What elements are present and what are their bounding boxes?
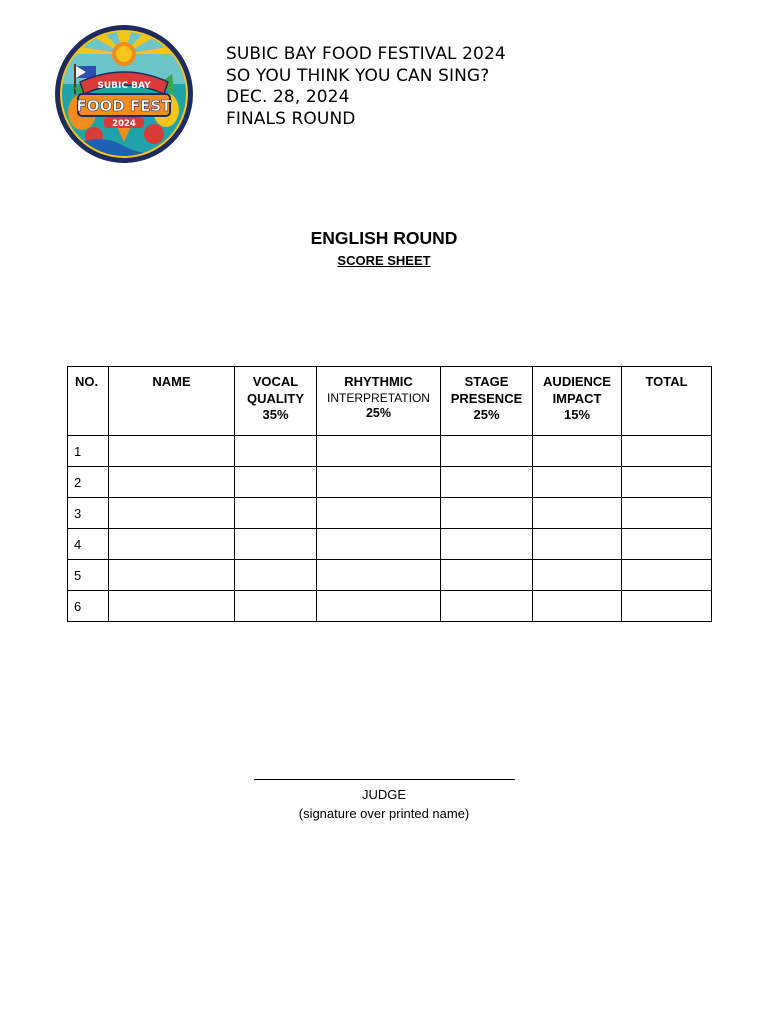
- column-header-no: NO.: [68, 367, 109, 436]
- vocal-quality-cell[interactable]: [235, 467, 317, 498]
- round-name: FINALS ROUND: [226, 108, 356, 129]
- rhythmic-interpretation-cell[interactable]: [317, 436, 441, 467]
- name-cell[interactable]: [109, 560, 235, 591]
- stage-presence-cell[interactable]: [441, 529, 533, 560]
- name-cell[interactable]: [109, 436, 235, 467]
- total-cell[interactable]: [622, 591, 712, 622]
- sheet-title: [0, 253, 768, 268]
- audience-impact-cell[interactable]: [533, 560, 622, 591]
- name-cell[interactable]: [109, 591, 235, 622]
- stage-presence-cell[interactable]: [441, 467, 533, 498]
- round-title: ENGLISH ROUND: [310, 228, 458, 248]
- table-row: [68, 467, 712, 498]
- audience-impact-cell[interactable]: [533, 529, 622, 560]
- table-row: [68, 498, 712, 529]
- column-header-total: TOTAL: [622, 367, 712, 436]
- table-row: [68, 436, 712, 467]
- vocal-quality-cell[interactable]: [235, 498, 317, 529]
- logo-main-text: FOOD FEST: [76, 97, 172, 115]
- row-number: 1: [68, 436, 109, 467]
- row-number: 2: [68, 467, 109, 498]
- rhythmic-interpretation-cell[interactable]: [317, 467, 441, 498]
- column-header-stage-presence: STAGE PRESENCE 25%: [441, 367, 533, 436]
- name-cell[interactable]: [109, 529, 235, 560]
- column-header-rhythmic-interpretation: RHYTHMIC INTERPRETATION 25%: [317, 367, 441, 436]
- judge-label: JUDGE: [361, 787, 407, 802]
- table-row: [68, 591, 712, 622]
- food-fest-logo: [54, 24, 194, 164]
- total-cell[interactable]: [622, 529, 712, 560]
- row-number: 5: [68, 560, 109, 591]
- competition-name: SO YOU THINK YOU CAN SING?: [226, 65, 490, 86]
- name-cell[interactable]: [109, 498, 235, 529]
- rhythmic-interpretation-cell[interactable]: [317, 529, 441, 560]
- total-cell[interactable]: [622, 467, 712, 498]
- name-cell[interactable]: [109, 467, 235, 498]
- vocal-quality-cell[interactable]: [235, 436, 317, 467]
- stage-presence-cell[interactable]: [441, 560, 533, 591]
- logo-year: 2024: [112, 119, 136, 129]
- event-name: SUBIC BAY FOOD FESTIVAL 2024: [226, 44, 506, 64]
- audience-impact-cell[interactable]: [533, 436, 622, 467]
- table-row: [68, 560, 712, 591]
- event-header: [226, 44, 506, 130]
- rhythmic-interpretation-cell[interactable]: [317, 560, 441, 591]
- stage-presence-cell[interactable]: [441, 436, 533, 467]
- row-number: 6: [68, 591, 109, 622]
- vocal-quality-cell[interactable]: [235, 560, 317, 591]
- rhythmic-interpretation-cell[interactable]: [317, 591, 441, 622]
- vocal-quality-cell[interactable]: [235, 591, 317, 622]
- table-row: [68, 529, 712, 560]
- sheet-title-text: SCORE SHEET: [337, 253, 431, 268]
- total-cell[interactable]: [622, 498, 712, 529]
- column-header-name: NAME: [109, 367, 235, 436]
- table-header-row: [68, 367, 712, 436]
- event-date: DEC. 28, 2024: [226, 87, 350, 107]
- row-number: 3: [68, 498, 109, 529]
- total-cell[interactable]: [622, 436, 712, 467]
- audience-impact-cell[interactable]: [533, 591, 622, 622]
- logo-top-text: SUBIC BAY: [97, 81, 151, 91]
- stage-presence-cell[interactable]: [441, 498, 533, 529]
- vocal-quality-cell[interactable]: [235, 529, 317, 560]
- signature-note: (signature over printed name): [298, 806, 470, 821]
- score-table: [67, 366, 712, 622]
- stage-presence-cell[interactable]: [441, 591, 533, 622]
- rhythmic-interpretation-cell[interactable]: [317, 498, 441, 529]
- audience-impact-cell[interactable]: [533, 498, 622, 529]
- signature-block: [0, 785, 768, 823]
- column-header-vocal-quality: VOCAL QUALITY 35%: [235, 367, 317, 436]
- row-number: 4: [68, 529, 109, 560]
- audience-impact-cell[interactable]: [533, 467, 622, 498]
- signature-line[interactable]: [254, 779, 515, 780]
- column-header-audience-impact: AUDIENCE IMPACT 15%: [533, 367, 622, 436]
- total-cell[interactable]: [622, 560, 712, 591]
